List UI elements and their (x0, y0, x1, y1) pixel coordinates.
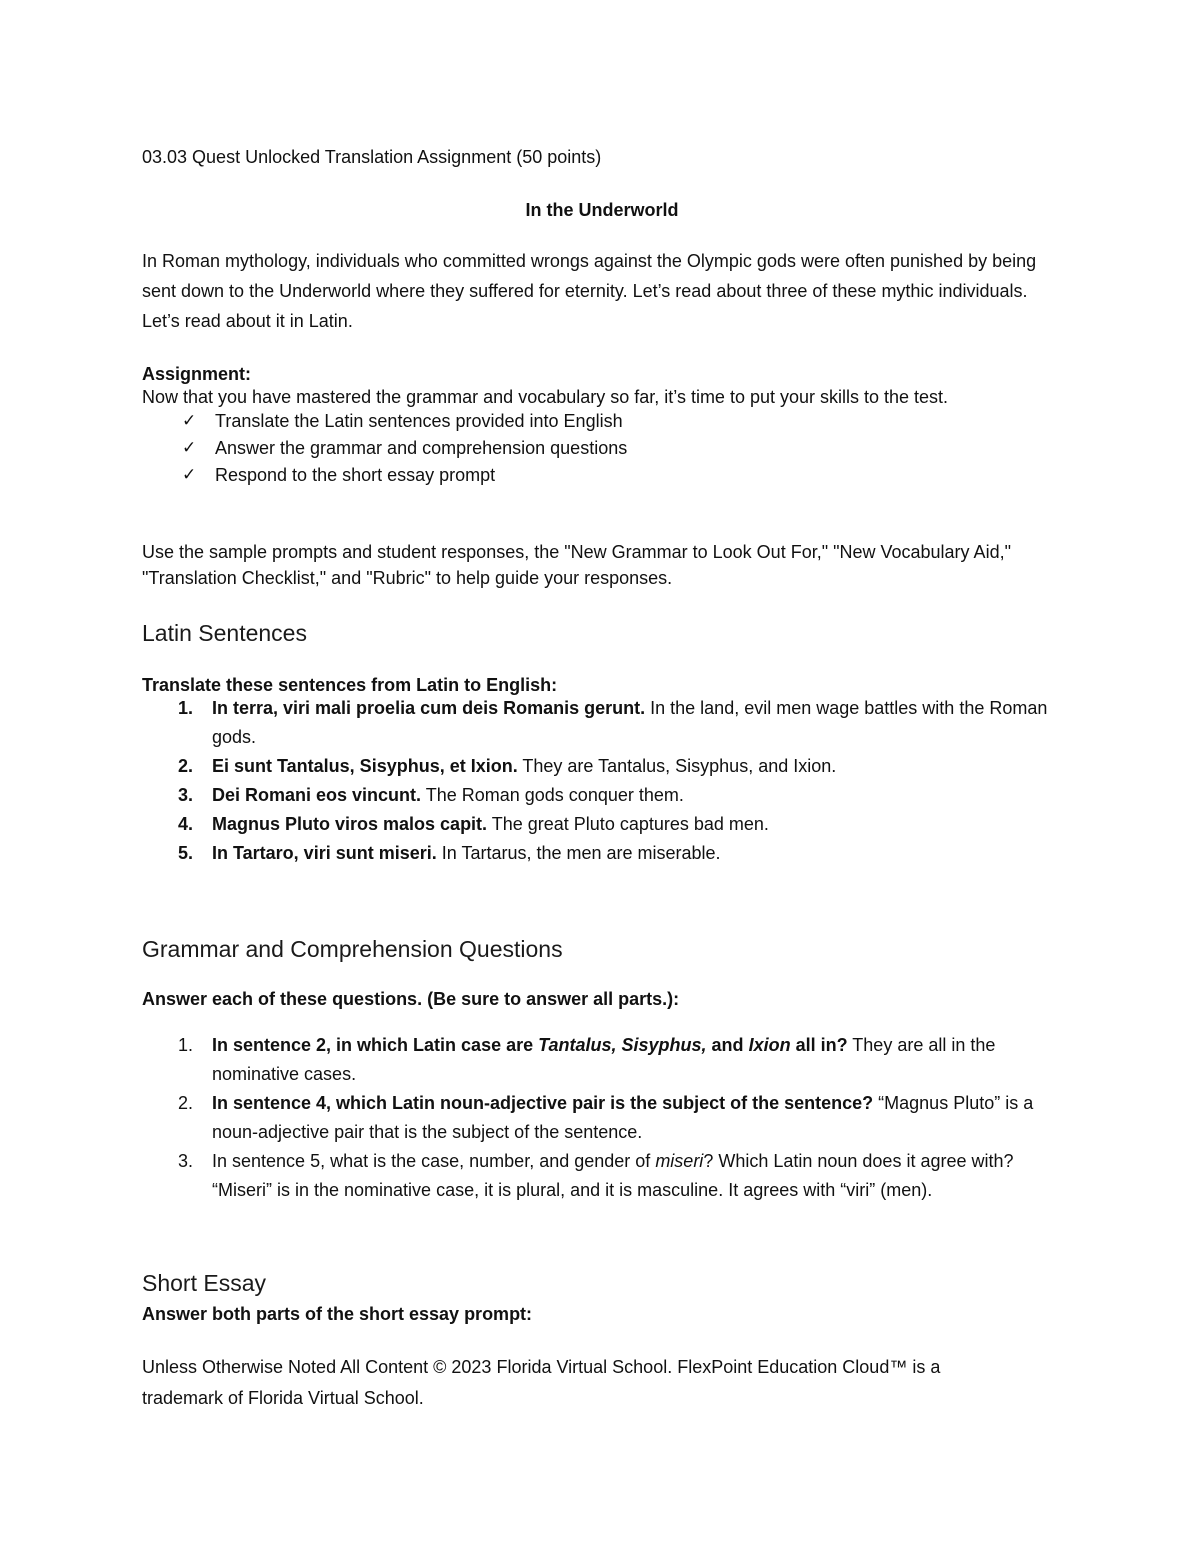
latin-sentence: Magnus Pluto viros malos capit. (212, 814, 488, 834)
item-number: 1. (178, 1035, 194, 1055)
guide-paragraph: Use the sample prompts and student responses, the "New Grammar to Look Out For," "New Vocabulary Aid," "Translation Checklist," and "Rubric" to help guide your responses. (142, 542, 1011, 588)
document-title: 03.03 Quest Unlocked Translation Assignment (50 points) (142, 147, 602, 167)
latin-sentence-item (142, 752, 1062, 781)
question-word: miseri (655, 1151, 704, 1171)
question-suffix: all in? (795, 1035, 848, 1055)
assignment-label: Assignment: (142, 364, 252, 384)
english-translation: In the land, evil men wage battles with the Roman gods. (212, 698, 1048, 747)
latin-sentence-item (142, 839, 1062, 868)
assignment-text: Now that you have mastered the grammar and vocabulary so far, it’s time to put your skills to the test. (142, 387, 949, 407)
latin-sentence-item (142, 810, 1062, 839)
question-name-ixion: Ixion (748, 1035, 791, 1055)
item-number: 3. (178, 1151, 194, 1171)
item-number: 2. (178, 1093, 194, 1113)
latin-sentence: Dei Romani eos vincunt. (212, 785, 422, 805)
assignment-checklist (142, 408, 1062, 489)
item-number: 3. (178, 785, 194, 805)
latin-sentence-item (142, 781, 1062, 810)
question-text: In sentence 5, what is the case, number, and gender of (212, 1151, 651, 1171)
checklist-item-text: Translate the Latin sentences provided into English (215, 411, 623, 431)
english-translation: They are Tantalus, Sisyphus, and Ixion. (522, 756, 837, 776)
checklist-item-text: Answer the grammar and comprehension questions (215, 438, 628, 458)
question-text: In sentence 4, which Latin noun-adjective pair is the subject of the sentence? (212, 1093, 874, 1113)
checklist-item (142, 435, 1062, 462)
grammar-question-list (142, 1031, 1062, 1205)
latin-sentence: In terra, viri mali proelia cum deis Romanis gerunt. (212, 698, 646, 718)
question-text: In sentence 2, in which Latin case are (212, 1035, 534, 1055)
latin-sentence: Ei sunt Tantalus, Sisyphus, et Ixion. (212, 756, 518, 776)
english-translation: The Roman gods conquer them. (425, 785, 684, 805)
checkmark-icon: ✓ (182, 411, 197, 431)
copyright-footer: Unless Otherwise Noted All Content © 2023 Florida Virtual School. FlexPoint Education Cloud™ is a trademark of Florida Virtual School. (142, 1357, 941, 1408)
checklist-item (142, 408, 1062, 435)
section-title: In the Underworld (525, 200, 679, 220)
item-number: 2. (178, 756, 194, 776)
item-number: 4. (178, 814, 194, 834)
checkmark-icon: ✓ (182, 465, 197, 485)
answer-text: They are all in the nominative cases. (212, 1035, 996, 1084)
question-and: and (711, 1035, 744, 1055)
grammar-question-item (142, 1089, 1062, 1147)
answer-text: “Miseri” is in the nominative case, it is plural, and it is masculine. It agrees with “viri” (men). (212, 1180, 933, 1200)
latin-sentence-list (142, 694, 1062, 868)
latin-instruction: Translate these sentences from Latin to English: (142, 675, 558, 695)
latin-sentence: In Tartaro, viri sunt miseri. (212, 843, 437, 863)
item-number: 5. (178, 843, 194, 863)
answer-text: “Magnus Pluto” is a noun-adjective pair that is the subject of the sentence. (212, 1093, 1034, 1142)
english-translation: In Tartarus, the men are miserable. (441, 843, 721, 863)
checklist-item-text: Respond to the short essay prompt (215, 465, 496, 485)
intro-paragraph: In Roman mythology, individuals who committed wrongs against the Olympic gods were often punished by being sent down to the Underworld where they suffered for eternity. Let’s read about three of these mythic individuals. Let’s read about it in Latin. (142, 251, 1037, 331)
grammar-instruction: Answer each of these questions. (Be sure to answer all parts.): (142, 989, 680, 1009)
checklist-item (142, 462, 1062, 489)
question-suffix: ? Which Latin noun does it agree with? (703, 1151, 1014, 1171)
grammar-question-item (142, 1031, 1062, 1089)
item-number: 1. (178, 698, 194, 718)
grammar-heading: Grammar and Comprehension Questions (142, 936, 563, 962)
question-names: Tantalus, Sisyphus, (538, 1035, 707, 1055)
essay-instruction: Answer both parts of the short essay prompt: (142, 1304, 533, 1324)
short-essay-heading: Short Essay (142, 1270, 266, 1296)
latin-sentences-heading: Latin Sentences (142, 620, 307, 646)
latin-sentence-item (142, 694, 1062, 752)
english-translation: The great Pluto captures bad men. (491, 814, 769, 834)
checkmark-icon: ✓ (182, 438, 197, 458)
grammar-question-item (142, 1147, 1062, 1205)
